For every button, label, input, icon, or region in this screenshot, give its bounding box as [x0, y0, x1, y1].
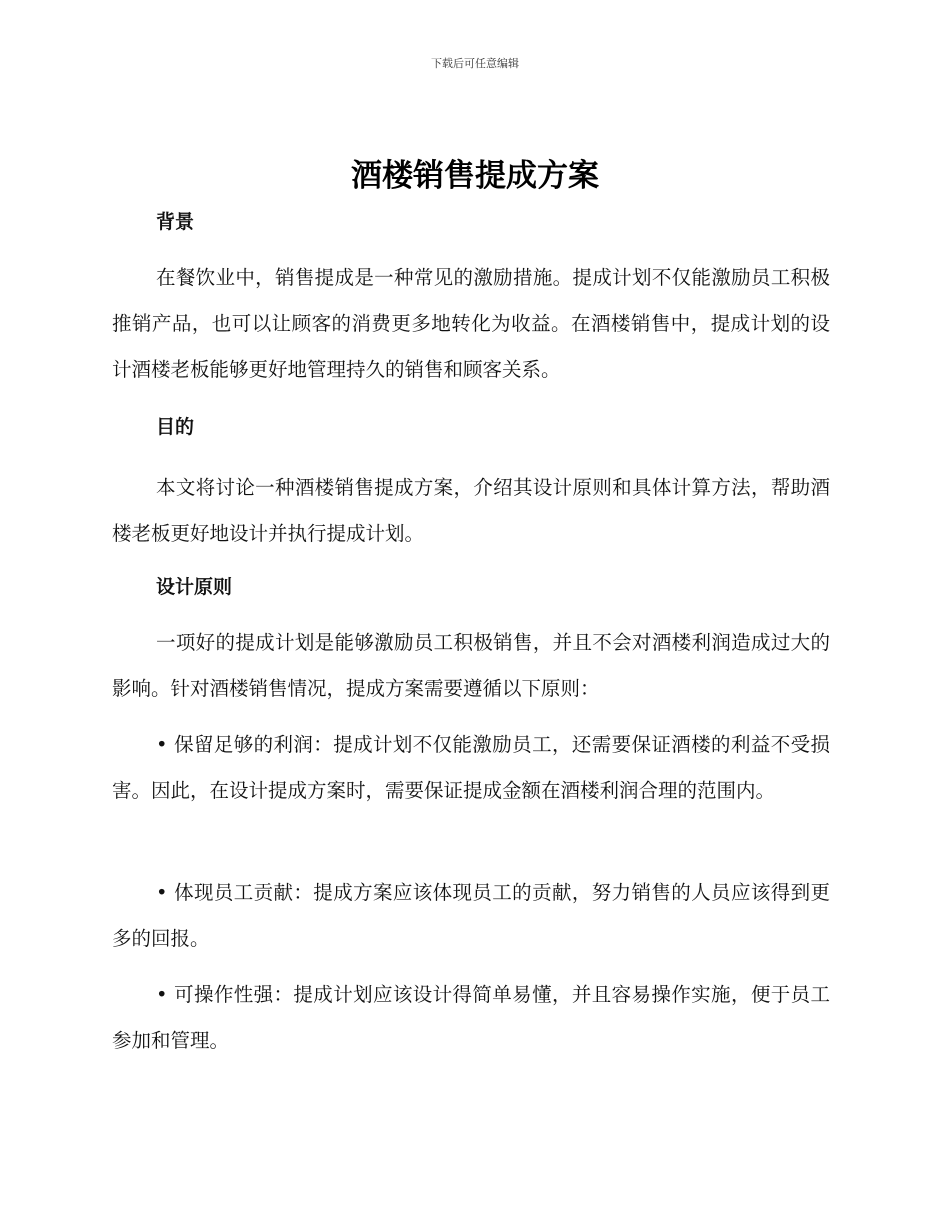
bullet-item: • 体现员工贡献：提成方案应该体现员工的贡献，努力销售的人员应该得到更多的回报。 — [112, 881, 830, 950]
section-heading-purpose: 目的 — [156, 416, 195, 438]
header-note: 下载后可任意编辑 — [431, 57, 519, 70]
paragraph-purpose: 本文将讨论一种酒楼销售提成方案，介绍其设计原则和具体计算方法，帮助酒楼老板更好地设计并执行提成计划。 — [112, 476, 830, 545]
paragraph-principles: 一项好的提成计划是能够激励员工积极销售，并且不会对酒楼利润造成过大的影响。针对酒楼销售情况，提成方案需要遵循以下原则： — [112, 631, 830, 700]
section-heading-principles: 设计原则 — [156, 576, 233, 598]
bullet-item: • 保留足够的利润：提成计划不仅能激励员工，还需要保证酒楼的利益不受损害。因此，在设计提成方案时，需要保证提成金额在酒楼利润合理的范围内。 — [112, 733, 830, 802]
bullet-item: • 可操作性强：提成计划应该设计得简单易懂，并且容易操作实施，便于员工参加和管理。 — [112, 983, 830, 1052]
paragraph-background: 在餐饮业中，销售提成是一种常见的激励措施。提成计划不仅能激励员工积极推销产品，也可以让顾客的消费更多地转化为收益。在酒楼销售中，提成计划的设计酒楼老板能够更好地管理持久的销售和顾客关系。 — [112, 266, 830, 381]
section-heading-background: 背景 — [156, 211, 195, 233]
document-title: 酒楼销售提成方案 — [351, 158, 599, 194]
